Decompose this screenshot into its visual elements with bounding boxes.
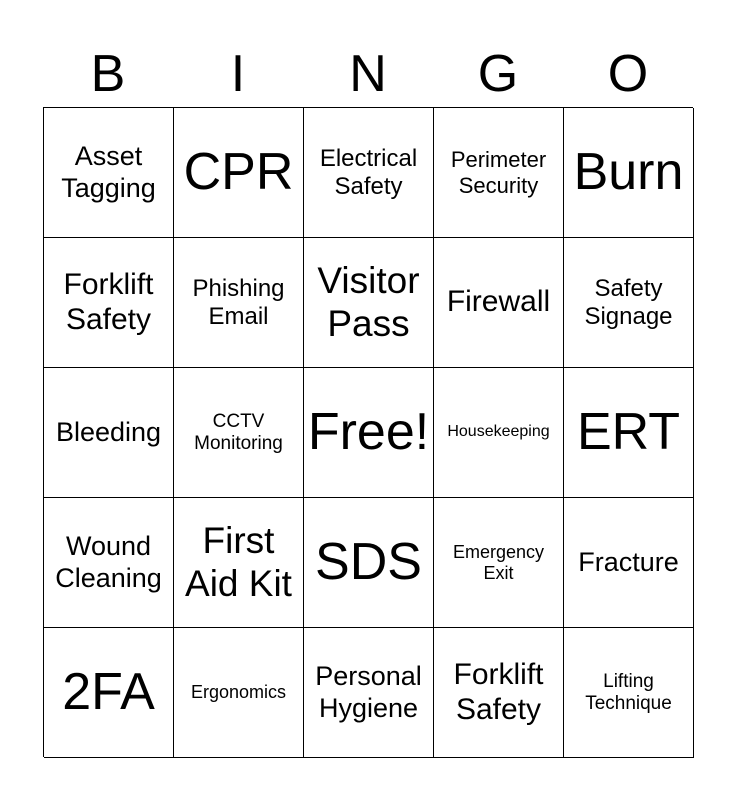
bingo-cell[interactable] — [44, 498, 174, 628]
bingo-cell[interactable] — [564, 368, 694, 498]
cell-label: Housekeeping — [447, 423, 550, 441]
cell-label: 2FA — [62, 662, 155, 721]
bingo-cell[interactable] — [44, 628, 174, 758]
cell-label: Personal Hygiene — [315, 661, 422, 723]
cell-label: Burn — [573, 142, 684, 201]
bingo-cell[interactable] — [304, 498, 434, 628]
header-letter-n: N — [349, 45, 387, 103]
bingo-cell[interactable] — [434, 238, 564, 368]
bingo-cell[interactable] — [44, 368, 174, 498]
bingo-cell[interactable] — [434, 628, 564, 758]
bingo-cell[interactable] — [304, 628, 434, 758]
cell-label: Forklift Safety — [63, 268, 154, 336]
cell-label: Phishing Email — [192, 274, 285, 330]
header-letter-i: I — [230, 45, 246, 103]
cell-label: CCTV Monitoring — [194, 410, 283, 454]
header-letter-b: B — [90, 45, 126, 103]
bingo-cell[interactable] — [44, 238, 174, 368]
bingo-header — [43, 40, 693, 108]
bingo-cell[interactable] — [174, 238, 304, 368]
cell-label: Electrical Safety — [319, 144, 418, 200]
cell-label: Wound Cleaning — [55, 531, 162, 593]
cell-label: Safety Signage — [584, 274, 673, 330]
bingo-cell[interactable] — [564, 238, 694, 368]
bingo-free-cell[interactable] — [304, 368, 434, 498]
cell-label: Firewall — [446, 285, 551, 319]
cell-label: Emergency Exit — [452, 541, 545, 583]
bingo-cell[interactable] — [434, 368, 564, 498]
bingo-cell[interactable] — [564, 108, 694, 238]
bingo-cell[interactable] — [304, 238, 434, 368]
header-letter-o: O — [607, 45, 649, 103]
cell-label: Visitor Pass — [317, 259, 420, 344]
cell-label: Bleeding — [55, 416, 162, 447]
bingo-cell[interactable] — [174, 498, 304, 628]
cell-label: First Aid Kit — [185, 519, 292, 604]
bingo-cell[interactable] — [304, 108, 434, 238]
cell-label: Perimeter Security — [450, 147, 547, 198]
bingo-cell[interactable] — [174, 368, 304, 498]
bingo-cell[interactable] — [174, 108, 304, 238]
cell-label: Ergonomics — [190, 682, 287, 703]
cell-label: Fracture — [578, 546, 679, 577]
cell-label: Forklift Safety — [453, 658, 544, 726]
bingo-cell[interactable] — [564, 498, 694, 628]
bingo-cell[interactable] — [434, 498, 564, 628]
cell-label: Asset Tagging — [61, 141, 156, 203]
bingo-cell[interactable] — [174, 628, 304, 758]
cell-label: CPR — [183, 142, 294, 201]
bingo-cell[interactable] — [434, 108, 564, 238]
cell-label: ERT — [576, 402, 681, 461]
bingo-cell[interactable] — [44, 108, 174, 238]
bingo-cell[interactable] — [564, 628, 694, 758]
header-letter-g: G — [477, 45, 519, 103]
free-space-label: Free! — [307, 402, 430, 461]
cell-label: SDS — [315, 532, 422, 591]
bingo-board — [43, 107, 693, 757]
cell-label: Lifting Technique — [585, 670, 672, 714]
